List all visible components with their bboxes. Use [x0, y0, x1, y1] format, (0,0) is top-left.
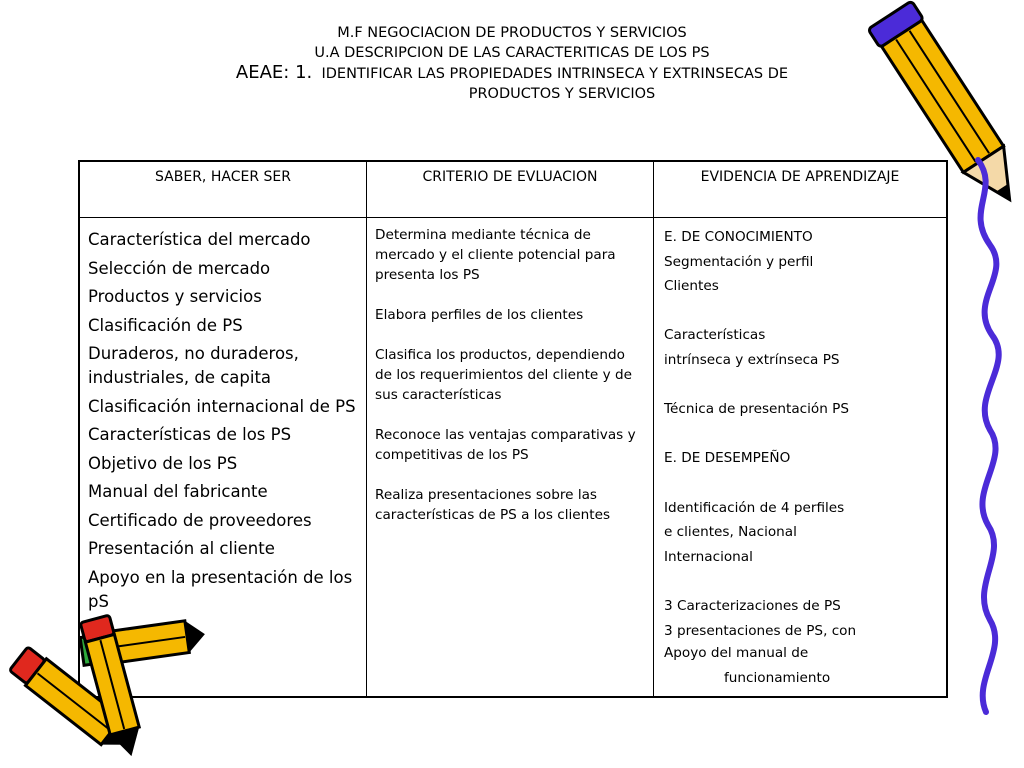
- header-criterio: CRITERIO DE EVLUACION: [367, 161, 654, 218]
- list-item: Característica del mercado: [88, 230, 311, 249]
- list-item: Identificación de 4 perfiles: [664, 499, 845, 516]
- list-item: intrínseca y extrínseca PS: [664, 351, 840, 368]
- list-item: Realiza presentaciones sobre las características de PS a los clientes: [375, 487, 611, 523]
- squiggle-line: [960, 150, 1020, 720]
- spacer: [664, 422, 936, 447]
- criterio-cell: [367, 218, 654, 698]
- list-item: Reconoce las ventajas comparativas y competitivas de los PS: [375, 427, 636, 463]
- list-item: Características: [664, 327, 766, 344]
- list-item: Clasificación de PS: [88, 315, 243, 335]
- list-item: Duraderos, no duraderos, industriales, de capita: [88, 344, 299, 387]
- list-item: Clasifica los productos, dependiendo de los requerimientos del cliente y de sus características: [375, 347, 632, 403]
- list-item: Clientes: [664, 278, 719, 295]
- list-item: Objetivo de los PS: [88, 453, 238, 473]
- header-line-mf: M.F NEGOCIACION DE PRODUCTOS Y SERVICIOS: [337, 25, 687, 41]
- spacer: [664, 569, 936, 594]
- header-line-ua: U.A DESCRIPCION DE LAS CARACTERITICAS DE LOS PS: [314, 44, 710, 61]
- list-item: Apoyo del manual de: [664, 645, 809, 662]
- spacer: [664, 471, 936, 496]
- list-item: Técnica de presentación PS: [664, 401, 849, 418]
- list-item: Manual del fabricante: [88, 482, 268, 501]
- list-item: Productos y servicios: [88, 287, 262, 306]
- list-item: funcionamiento: [724, 669, 831, 686]
- evidencia-cell: [654, 218, 948, 698]
- list-item: Selección de mercado: [88, 258, 271, 278]
- aeae-text: IDENTIFICAR LAS PROPIEDADES INTRINSECA Y EXTRINSECAS DE: [321, 66, 789, 82]
- header-saber: SABER, HACER SER: [79, 161, 367, 218]
- list-item: E. DE DESEMPEÑO: [664, 450, 791, 467]
- list-item: e clientes, Nacional: [664, 524, 797, 541]
- header-line-products: PRODUCTOS Y SERVICIOS: [468, 85, 656, 102]
- list-item: 3 presentaciones de PS, con: [664, 622, 857, 639]
- list-item: 3 Caracterizaciones de PS: [664, 597, 841, 614]
- list-item: Internacional: [664, 548, 753, 565]
- list-item: Apoyo en la presentación de los pS: [88, 567, 353, 611]
- list-item: Clasificación internacional de PS: [88, 396, 356, 416]
- list-item: Presentación al cliente: [88, 539, 275, 558]
- spacer: [664, 373, 936, 398]
- list-item: Elabora perfiles de los clientes: [375, 307, 584, 323]
- list-item: Características de los PS: [88, 425, 292, 444]
- header-evidencia: EVIDENCIA DE APRENDIZAJE: [654, 161, 948, 218]
- list-item: Certificado de proveedores: [88, 510, 312, 530]
- table-header-row: [79, 161, 947, 218]
- list-item: E. DE CONOCIMIENTO: [664, 229, 813, 245]
- pencil-icon: [70, 612, 160, 762]
- spacer: [664, 299, 936, 324]
- aeae-label: AEAE: 1.: [235, 62, 313, 83]
- list-item: Determina mediante técnica de mercado y el cliente potencial para presenta los PS: [375, 227, 616, 283]
- list-item: Segmentación y perfil: [664, 253, 814, 270]
